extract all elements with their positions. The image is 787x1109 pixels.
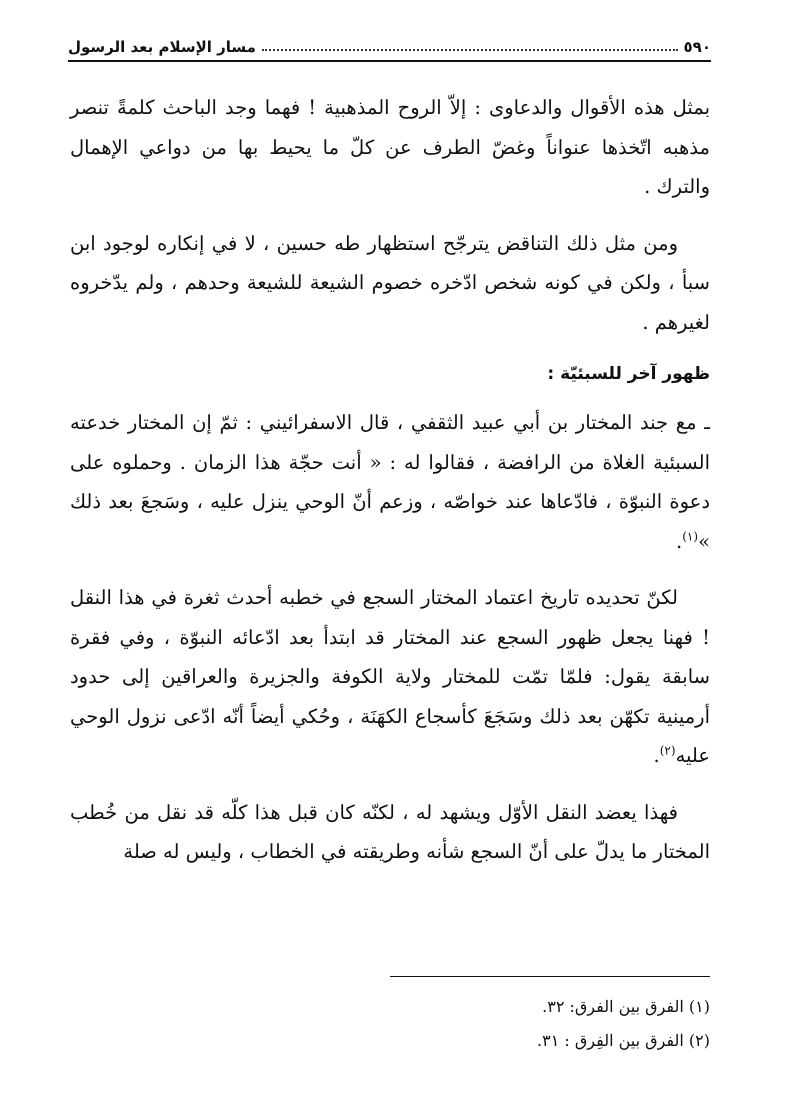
quote-text: ـ مع جند المختار بن أبي عبيد الثقفي ، قال الاسفرائيني : ثمّ إن المختار خدعته السبئية الغلاة من الرافضة ، فقالوا له : « أنت حجّة هذا الزمان . وحملوه على دعوة النبوّة ، فادّعاها عند خواصّه ، وزعم أنّ الوحي ينزل عليه ، وسَجعَ بعد ذلك » [70,411,710,553]
section-heading: ظهور آخر للسبئيّة : [547,364,710,384]
paragraph-3 [70,578,710,776]
page-number: ٥٩٠ [683,38,711,56]
quote-end: . [676,529,683,553]
footnote-2: (٢) الفرق بين الفِرق : ٣١. [537,1031,710,1050]
paragraph-4: فهذا يعضد النقل الأوّل ويشهد له ، لكنّه كان قبل هذا كلّه قد نقل من خُطب المختار ما يدلّ على أنّ السجع شأنه وطريقته في الخطاب ، وليس له صلة [70,800,710,863]
main-text [70,88,710,889]
paragraph-2: ومن مثل ذلك التناقض يترجّح استظهار طه حسين ، لا في إنكاره لوجود ابن سبأ ، ولكن في كونه شخص ادّخره خصوم الشيعة للشيعة وحدهم ، ولم يدّخروه لغيرهم . [70,231,710,334]
footnote-divider [390,976,710,977]
page-header [68,32,711,62]
quote-paragraph [70,403,710,561]
running-title: مسار الإسلام بعد الرسول [68,38,256,56]
paragraph-3-text: لكنّ تحديده تاريخ اعتماد المختار السجع في خطبه أحدث ثغرة في هذا النقل ! فهنا يجعل ظهور السجع عند المختار قد ابتدأ بعد ادّعائه النبوّة ، وفي فقرة سابقة يقول: فلمّا تمّت للمختار ولاية الكوفة والجزيرة والعراقين إلى حدود أرمينية تكهّن بعد ذلك وسَجَعَ كأسجاع الكهَنَة ، وحُكي أيضاً أنّه ادّعى نزول الوحي عليه [70,586,710,767]
footnotes [70,990,710,1058]
footnote-ref-1: (١) [682,529,699,543]
paragraph-3-end: . [653,744,660,767]
paragraph-1: بمثل هذه الأقوال والدعاوى : إلاّ الروح المذهبية ! فهما وجد الباحث كلمةً تنصر مذهبه اتّخذها عنواناً وغضّ الطرف عن كلّ ما يحيط بها من دواعي الإهمال والترك . [70,96,710,198]
header-dot-leader [262,49,678,51]
footnote-ref-2: (٢) [659,743,676,758]
footnote-1: (١) الفرق بين الفرق: ٣٢. [542,997,710,1016]
